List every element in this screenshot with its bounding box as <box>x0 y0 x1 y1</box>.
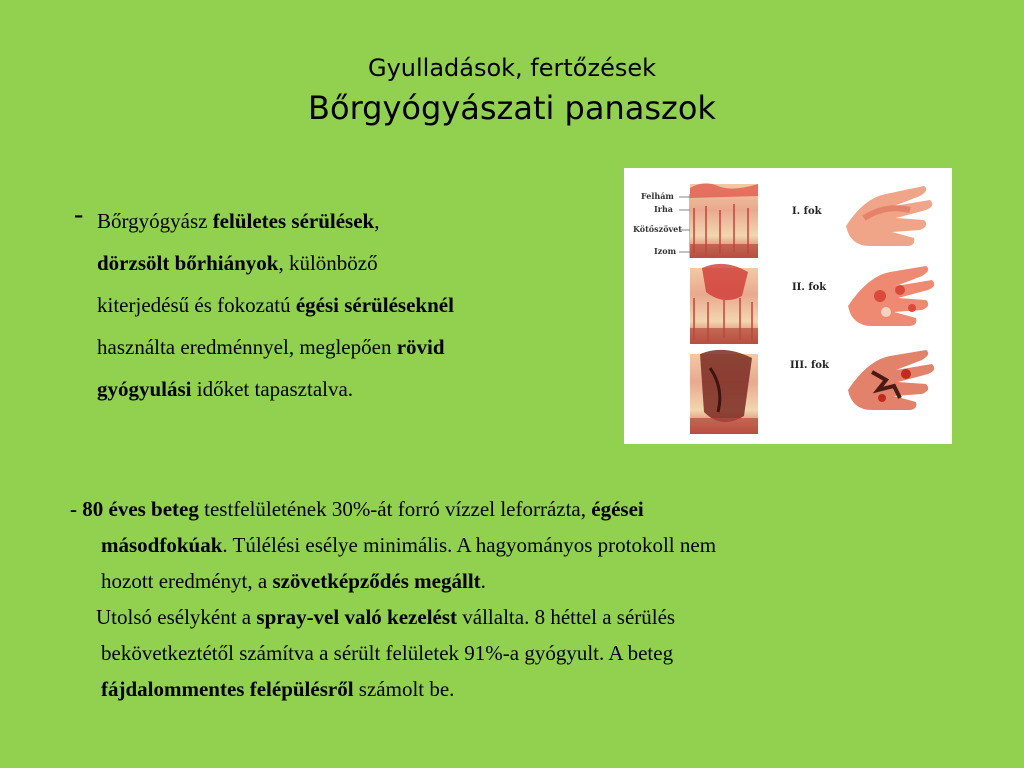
paragraph-line: kiterjedésű és fokozatú égési sérüléseknél <box>97 293 454 317</box>
layer-label: Kötőszövet <box>633 224 682 234</box>
hand-third-degree <box>848 350 934 410</box>
skin-section-second-degree <box>690 264 758 344</box>
degree-label: I. fok <box>792 206 822 217</box>
paragraph-line: fájdalommentes felépülésről számolt be. <box>101 677 455 701</box>
paragraph-line: hozott eredményt, a szövetképződés megállt. <box>101 569 486 593</box>
paragraph-line: használta eredménnyel, meglepően rövid <box>97 335 445 359</box>
paragraph-line: Bőrgyógyász felületes sérülések, <box>97 209 380 233</box>
slide-title <box>0 50 1024 130</box>
layer-label: Felhám <box>641 191 674 201</box>
degree-label: II. fok <box>792 282 827 293</box>
layer-label: Izom <box>654 246 677 256</box>
dash-bullet: - <box>74 199 84 230</box>
burn-degrees-illustration <box>624 168 952 444</box>
paragraph-line: gyógyulási időket tapasztalva. <box>97 377 354 401</box>
degree-label: III. fok <box>790 360 829 371</box>
paragraph-line: - 80 éves beteg testfelületének 30%-át forró vízzel leforrázta, égései <box>70 497 644 521</box>
paragraph-line: másodfokúak. Túlélési esélye minimális. A hagyományos protokoll nem <box>101 533 717 557</box>
title-line-2: Bőrgyógyászati panaszok <box>308 89 716 127</box>
layer-label: Irha <box>654 204 673 214</box>
skin-section-third-degree <box>690 350 758 434</box>
hand-second-degree <box>848 266 934 326</box>
hand-first-degree <box>846 186 932 246</box>
skin-section-first-degree <box>690 183 758 258</box>
burn-diagram-svg <box>624 168 952 444</box>
paragraph-line: bekövetkeztétől számítva a sérült felületek 91%-a gyógyult. A beteg <box>101 641 674 665</box>
title-line-1: Gyulladások, fertőzések <box>367 54 657 82</box>
paragraph-line: dörzsölt bőrhiányok, különböző <box>97 251 378 275</box>
paragraph-line: Utolsó esélyként a spray-vel való kezelést vállalta. 8 héttel a sérülés <box>96 605 676 629</box>
